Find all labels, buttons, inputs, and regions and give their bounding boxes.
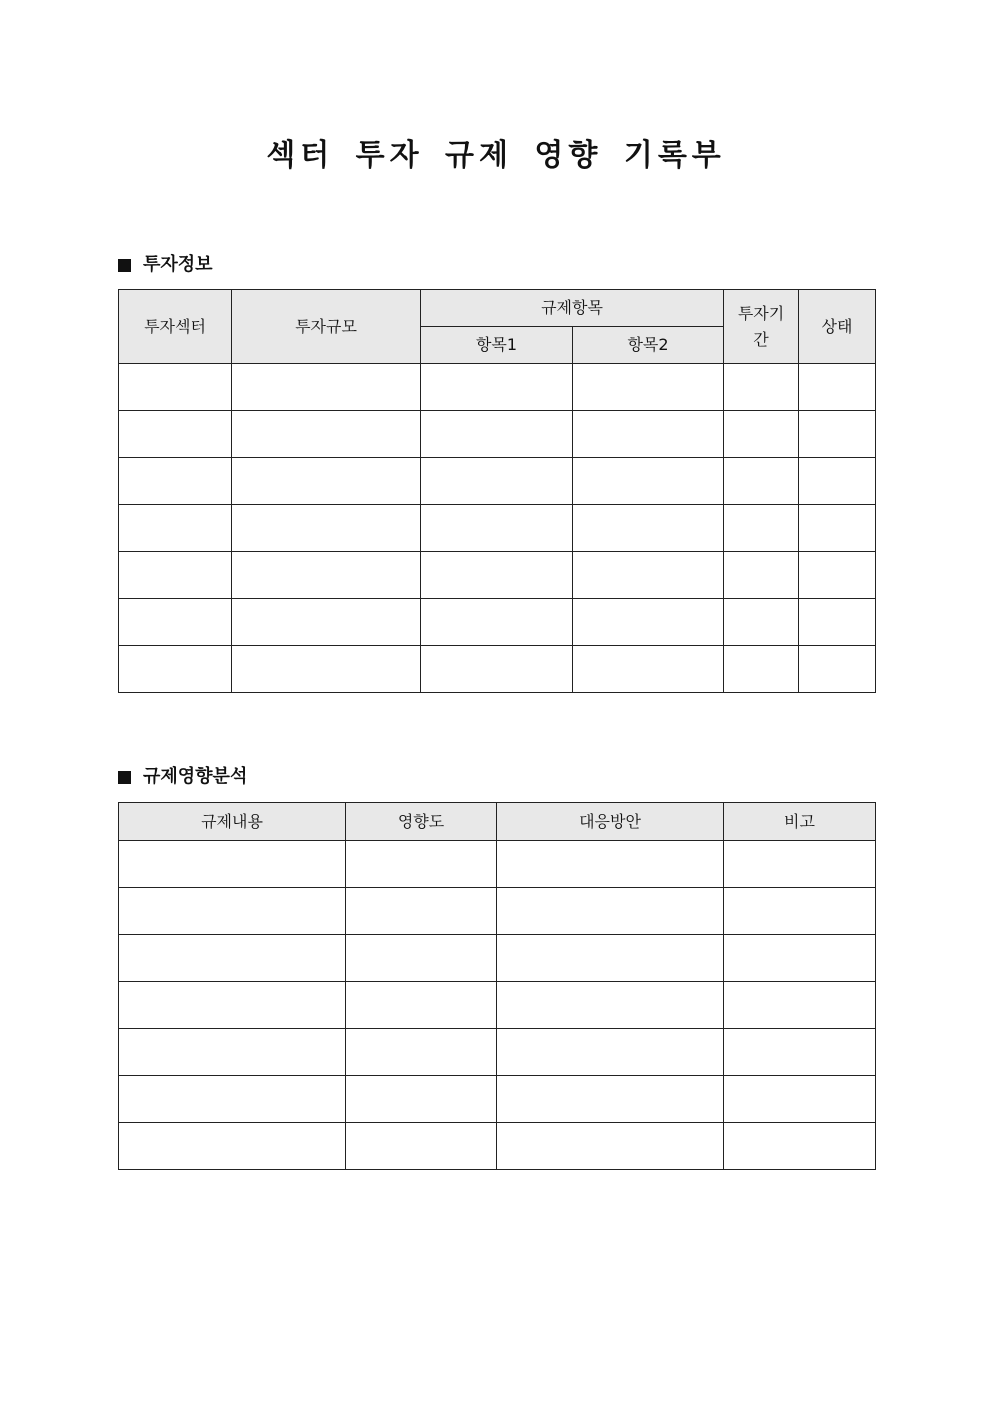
investment-row [119,646,876,693]
table-cell[interactable] [119,1076,346,1123]
table-cell[interactable] [724,599,799,646]
table-cell[interactable] [724,982,876,1029]
impact-row [119,935,876,982]
investment-row [119,364,876,411]
table-cell[interactable] [119,364,232,411]
investment-info-table [118,289,876,693]
impact-row [119,888,876,935]
table-cell[interactable] [421,505,573,552]
table-cell[interactable] [232,458,421,505]
regulation-impact-table [118,802,876,1170]
table-cell[interactable] [573,364,724,411]
table-cell[interactable] [119,935,346,982]
table-cell[interactable] [119,411,232,458]
document-title: 섹터 투자 규제 영향 기록부 [266,138,726,173]
table-cell[interactable] [232,364,421,411]
table-cell[interactable] [573,552,724,599]
column-header-status: 상태 [799,290,876,364]
column-header-item2: 항목2 [573,327,724,364]
table-cell[interactable] [497,888,724,935]
table-cell[interactable] [573,599,724,646]
table-cell[interactable] [497,935,724,982]
table-cell[interactable] [346,888,497,935]
table-cell[interactable] [724,1123,876,1170]
investment-row [119,599,876,646]
table-cell[interactable] [119,982,346,1029]
table-cell[interactable] [346,1029,497,1076]
table-cell[interactable] [799,364,876,411]
table-cell[interactable] [346,1123,497,1170]
table-cell[interactable] [724,411,799,458]
table-cell[interactable] [799,552,876,599]
table-cell[interactable] [573,411,724,458]
table-cell[interactable] [232,505,421,552]
table-cell[interactable] [724,458,799,505]
table-cell[interactable] [724,841,876,888]
investment-row [119,411,876,458]
table-cell[interactable] [724,364,799,411]
table-cell[interactable] [232,646,421,693]
column-header-content: 규제내용 [119,803,346,841]
table-cell[interactable] [232,599,421,646]
section-heading-label: 규제영향분석 [143,766,248,787]
impact-row [119,982,876,1029]
impact-row [119,1076,876,1123]
investment-row [119,505,876,552]
column-header-response: 대응방안 [497,803,724,841]
table-cell[interactable] [119,888,346,935]
column-header-scale: 투자규모 [232,290,421,364]
table-cell[interactable] [421,552,573,599]
table-cell[interactable] [119,599,232,646]
table-cell[interactable] [497,1076,724,1123]
square-bullet-icon [118,259,131,272]
table-cell[interactable] [119,1029,346,1076]
table-cell[interactable] [421,364,573,411]
table-cell[interactable] [724,935,876,982]
impact-row [119,841,876,888]
section-heading-label: 투자정보 [143,254,213,275]
table-cell[interactable] [799,458,876,505]
column-header-period [724,290,799,364]
table-cell[interactable] [232,552,421,599]
table-cell[interactable] [421,646,573,693]
table-cell[interactable] [724,552,799,599]
column-header-regulation-items: 규제항목 [421,290,724,327]
table-cell[interactable] [421,411,573,458]
table-cell[interactable] [724,888,876,935]
column-header-note: 비고 [724,803,876,841]
investment-row [119,552,876,599]
impact-row [119,1123,876,1170]
table-cell[interactable] [346,982,497,1029]
table-cell[interactable] [497,1029,724,1076]
table-cell[interactable] [573,458,724,505]
column-header-sector: 투자섹터 [119,290,232,364]
column-header-period-label: 투자기간 [737,303,785,349]
table-cell[interactable] [232,411,421,458]
table-cell[interactable] [421,458,573,505]
table-cell[interactable] [346,841,497,888]
table-cell[interactable] [119,1123,346,1170]
table-cell[interactable] [799,411,876,458]
table-cell[interactable] [724,646,799,693]
square-bullet-icon [118,771,131,784]
table-cell[interactable] [497,982,724,1029]
table-cell[interactable] [119,458,232,505]
table-cell[interactable] [573,646,724,693]
column-header-impact: 영향도 [346,803,497,841]
table-cell[interactable] [346,1076,497,1123]
table-cell[interactable] [799,505,876,552]
column-header-item1: 항목1 [421,327,573,364]
impact-row [119,1029,876,1076]
table-cell[interactable] [497,1123,724,1170]
table-cell[interactable] [799,599,876,646]
table-cell[interactable] [724,1076,876,1123]
table-cell[interactable] [119,841,346,888]
table-cell[interactable] [119,646,232,693]
table-cell[interactable] [799,646,876,693]
table-cell[interactable] [724,505,799,552]
investment-row [119,458,876,505]
table-cell[interactable] [119,505,232,552]
table-cell[interactable] [724,1029,876,1076]
table-cell[interactable] [421,599,573,646]
table-cell[interactable] [346,935,497,982]
table-cell[interactable] [497,841,724,888]
table-cell[interactable] [573,505,724,552]
section-heading-investment-info [118,253,213,277]
table-cell[interactable] [119,552,232,599]
section-heading-regulation-impact [118,765,247,789]
